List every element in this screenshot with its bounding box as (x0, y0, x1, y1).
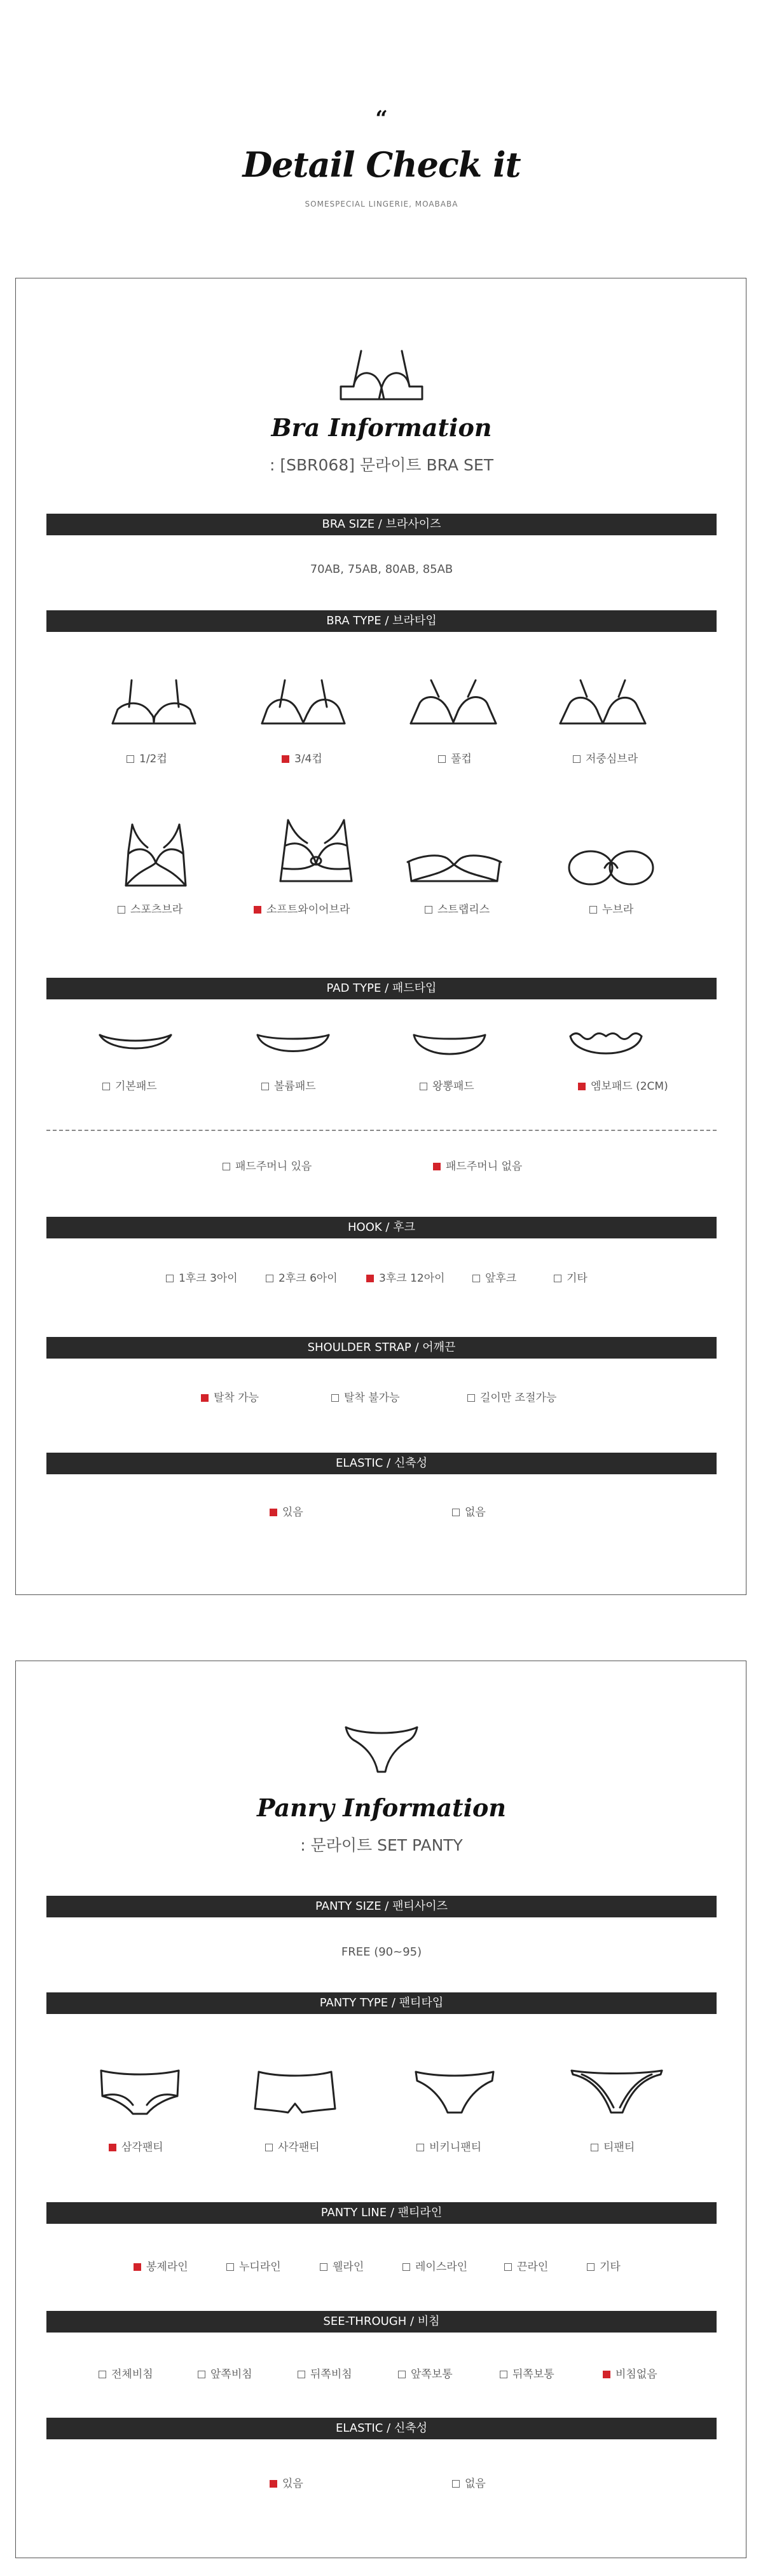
bra-type-label: 소프트와이어브라 (266, 903, 350, 916)
checkbox[interactable] (331, 1394, 339, 1402)
bra-elastic-label: 있음 (282, 1506, 303, 1519)
checkbox-checked[interactable] (109, 2144, 116, 2151)
see-through-option[interactable] (500, 2368, 554, 2381)
panty-type-option[interactable] (265, 2141, 320, 2154)
strap-label: 길이만 조절가능 (480, 1392, 557, 1404)
panty-info-title: Panry Information (256, 1793, 507, 1822)
soft-wireless-bra-icon (272, 818, 361, 895)
see-through-option[interactable] (99, 2368, 153, 2381)
pad-label: 기본패드 (115, 1080, 157, 1093)
panty-product-name: : 문라이트 SET PANTY (300, 1836, 463, 1854)
panty-type-option[interactable] (416, 2141, 481, 2154)
checkbox[interactable] (589, 906, 597, 914)
checkbox[interactable] (452, 1509, 460, 1516)
pad-label: 왕뽕패드 (432, 1080, 474, 1093)
panty-size-value: FREE (90~95) (341, 1945, 422, 1959)
checkbox[interactable] (416, 2144, 424, 2151)
bra-type-label: 스트랩리스 (437, 903, 490, 916)
wangbbong-pad-icon (411, 1031, 488, 1060)
checkbox[interactable] (127, 755, 134, 763)
checkbox-checked[interactable] (366, 1275, 374, 1282)
pad-label: 볼륨패드 (274, 1080, 316, 1093)
bra-type-option[interactable] (127, 753, 167, 765)
bra-type-option[interactable] (589, 903, 633, 916)
bra-type-option[interactable] (573, 753, 638, 765)
checkbox[interactable] (573, 755, 581, 763)
bra-type-option[interactable] (282, 753, 322, 765)
see-through-option[interactable] (198, 2368, 252, 2381)
bra-type-label: 1/2컵 (139, 753, 167, 765)
panty-line-label: 봉제라인 (146, 2261, 188, 2273)
checkbox[interactable] (402, 2263, 410, 2271)
panty-size-bar: PANTY SIZE / 팬티사이즈 (46, 1896, 717, 1917)
panty-line-option[interactable] (134, 2261, 188, 2273)
panty-line-label: 레이스라인 (415, 2261, 468, 2273)
checkbox-checked[interactable] (254, 906, 261, 914)
pad-type-bar: PAD TYPE / 패드타입 (46, 978, 717, 999)
hook-label: 앞후크 (485, 1272, 517, 1285)
bra-type-label: 스포츠브라 (130, 903, 183, 916)
bra-type-option[interactable] (438, 753, 472, 765)
checkbox[interactable] (587, 2263, 595, 2271)
panty-type-label: 사각팬티 (278, 2141, 320, 2154)
page-title: Detail Check it (242, 144, 521, 185)
checkbox-checked[interactable] (282, 755, 289, 763)
pad-pocket-option[interactable] (223, 1160, 312, 1173)
three-quarter-cup-bra-icon (256, 678, 351, 729)
hook-option[interactable] (554, 1272, 588, 1285)
panty-line-bar: PANTY LINE / 팬티라인 (46, 2202, 717, 2224)
strapless-bra-icon (405, 849, 504, 887)
page-subtitle: SOMESPECIAL LINGERIE, MOABABA (305, 200, 458, 209)
hook-option[interactable] (266, 1272, 338, 1285)
checkbox[interactable] (438, 755, 446, 763)
panty-type-option[interactable] (109, 2141, 163, 2154)
panty-line-label: 기타 (600, 2261, 621, 2273)
panty-elastic-bar: ELASTIC / 신축성 (46, 2418, 717, 2439)
pad-option[interactable] (261, 1080, 316, 1093)
panty-line-option[interactable] (226, 2261, 281, 2273)
bra-elastic-option[interactable] (452, 1506, 486, 1519)
checkbox[interactable] (504, 2263, 512, 2271)
checkbox-checked[interactable] (270, 2480, 277, 2488)
pad-option[interactable] (420, 1080, 474, 1093)
bikini-panty-icon (412, 2068, 497, 2116)
see-through-label: 앞쪽보통 (411, 2368, 453, 2381)
hook-option[interactable] (472, 1272, 516, 1285)
panty-elastic-option[interactable] (452, 2477, 486, 2490)
panty-information-card (15, 1661, 746, 2558)
checkbox[interactable] (261, 1083, 269, 1090)
panty-line-option[interactable] (587, 2261, 621, 2273)
bra-header-icon (337, 347, 426, 404)
strap-label: 탈착 가능 (214, 1392, 259, 1404)
quote-mark: “ (375, 106, 388, 132)
checkbox-checked[interactable] (603, 2371, 610, 2378)
checkbox[interactable] (223, 1163, 230, 1170)
see-through-label: 뒤쪽보통 (512, 2368, 554, 2381)
see-through-option[interactable] (603, 2368, 657, 2381)
dashed-divider (46, 1130, 717, 1131)
bra-information-card (15, 278, 746, 1595)
bra-elastic-label: 없음 (465, 1506, 486, 1519)
bra-type-label: 저중심브라 (586, 753, 638, 765)
checkbox[interactable] (591, 2144, 598, 2151)
bra-type-label: 풀컵 (451, 753, 472, 765)
panty-header-icon (343, 1725, 420, 1776)
see-through-bar: SEE-THROUGH / 비침 (46, 2311, 717, 2333)
t-back-panty-icon (569, 2067, 664, 2118)
strap-option[interactable] (331, 1392, 400, 1404)
hook-bar: HOOK / 후크 (46, 1217, 717, 1238)
checkbox[interactable] (425, 906, 432, 914)
bra-type-bar: BRA TYPE / 브라타입 (46, 610, 717, 632)
bra-type-label: 누브라 (602, 903, 634, 916)
see-through-option[interactable] (298, 2368, 352, 2381)
panty-type-label: 비키니팬티 (429, 2141, 482, 2154)
panty-type-option[interactable] (591, 2141, 635, 2154)
panty-type-bar: PANTY TYPE / 팬티타입 (46, 1992, 717, 2014)
checkbox[interactable] (118, 906, 125, 914)
hook-label: 1후크 3아이 (179, 1272, 238, 1285)
triangle-panty-icon (97, 2067, 182, 2118)
panty-elastic-label: 있음 (282, 2477, 303, 2490)
checkbox[interactable] (266, 1275, 273, 1282)
checkbox[interactable] (298, 2371, 305, 2378)
checkbox-checked[interactable] (270, 1509, 277, 1516)
checkbox[interactable] (166, 1275, 174, 1282)
checkbox[interactable] (452, 2480, 460, 2488)
checkbox[interactable] (467, 1394, 475, 1402)
checkbox-checked[interactable] (578, 1083, 586, 1090)
pad-option[interactable] (102, 1080, 157, 1093)
hook-label: 2후크 6아이 (278, 1272, 338, 1285)
half-cup-bra-icon (106, 678, 202, 729)
basic-pad-icon (97, 1031, 174, 1054)
pad-pocket-option[interactable] (433, 1160, 522, 1173)
checkbox[interactable] (472, 1275, 480, 1282)
checkbox[interactable] (398, 2371, 406, 2378)
panty-type-label: 삼각팬티 (121, 2141, 163, 2154)
panty-line-label: 끈라인 (517, 2261, 549, 2273)
checkbox[interactable] (554, 1275, 561, 1282)
panty-line-option[interactable] (504, 2261, 548, 2273)
checkbox[interactable] (198, 2371, 205, 2378)
checkbox[interactable] (102, 1083, 110, 1090)
bra-product-name: : [SBR068] 문라이트 BRA SET (270, 456, 493, 474)
panty-type-label: 티팬티 (603, 2141, 635, 2154)
pad-option[interactable] (578, 1080, 668, 1093)
hook-label: 기타 (567, 1272, 588, 1285)
bra-type-option[interactable] (425, 903, 490, 916)
nubra-icon (567, 848, 656, 887)
checkbox[interactable] (99, 2371, 106, 2378)
bra-elastic-bar: ELASTIC / 신축성 (46, 1453, 717, 1474)
checkbox[interactable] (320, 2263, 327, 2271)
hook-option[interactable] (166, 1272, 238, 1285)
checkbox[interactable] (265, 2144, 273, 2151)
checkbox[interactable] (500, 2371, 507, 2378)
see-through-label: 뒤쪽비침 (310, 2368, 352, 2381)
checkbox-checked[interactable] (433, 1163, 441, 1170)
see-through-option[interactable] (398, 2368, 453, 2381)
full-cup-bra-icon (406, 678, 501, 729)
checkbox-checked[interactable] (134, 2263, 141, 2271)
hook-label: 3후크 12아이 (379, 1272, 445, 1285)
see-through-label: 전체비침 (111, 2368, 153, 2381)
see-through-label: 앞쪽비침 (210, 2368, 252, 2381)
pad-label: 엠보패드 (2CM) (591, 1080, 668, 1093)
bra-type-option[interactable] (254, 903, 350, 916)
panty-line-option[interactable] (320, 2261, 364, 2273)
see-through-label: 비침없음 (615, 2368, 657, 2381)
bra-size-bar: BRA SIZE / 브라사이즈 (46, 514, 717, 535)
boxer-panty-icon (252, 2068, 338, 2116)
hook-option[interactable] (366, 1272, 445, 1285)
pad-pocket-label: 패드주머니 있음 (235, 1160, 312, 1173)
panty-elastic-option[interactable] (270, 2477, 303, 2490)
bra-elastic-option[interactable] (270, 1506, 303, 1519)
pad-pocket-label: 패드주머니 없음 (446, 1160, 523, 1173)
embo-pad-icon (568, 1027, 644, 1059)
panty-line-label: 누디라인 (239, 2261, 281, 2273)
bra-info-title: Bra Information (271, 413, 492, 442)
strap-label: 탈착 불가능 (344, 1392, 400, 1404)
panty-line-label: 웰라인 (333, 2261, 364, 2273)
checkbox[interactable] (226, 2263, 234, 2271)
checkbox[interactable] (420, 1083, 427, 1090)
sports-bra-icon (114, 822, 197, 895)
volume-pad-icon (255, 1031, 331, 1057)
checkbox-checked[interactable] (201, 1394, 209, 1402)
bra-size-value: 70AB, 75AB, 80AB, 85AB (310, 563, 453, 576)
bra-type-option[interactable] (118, 903, 182, 916)
low-center-bra-icon (555, 678, 650, 729)
panty-elastic-label: 없음 (465, 2477, 486, 2490)
panty-line-option[interactable] (402, 2261, 467, 2273)
bra-type-label: 3/4컵 (294, 753, 322, 765)
shoulder-strap-bar: SHOULDER STRAP / 어깨끈 (46, 1337, 717, 1359)
strap-option[interactable] (201, 1392, 259, 1404)
strap-option[interactable] (467, 1392, 556, 1404)
